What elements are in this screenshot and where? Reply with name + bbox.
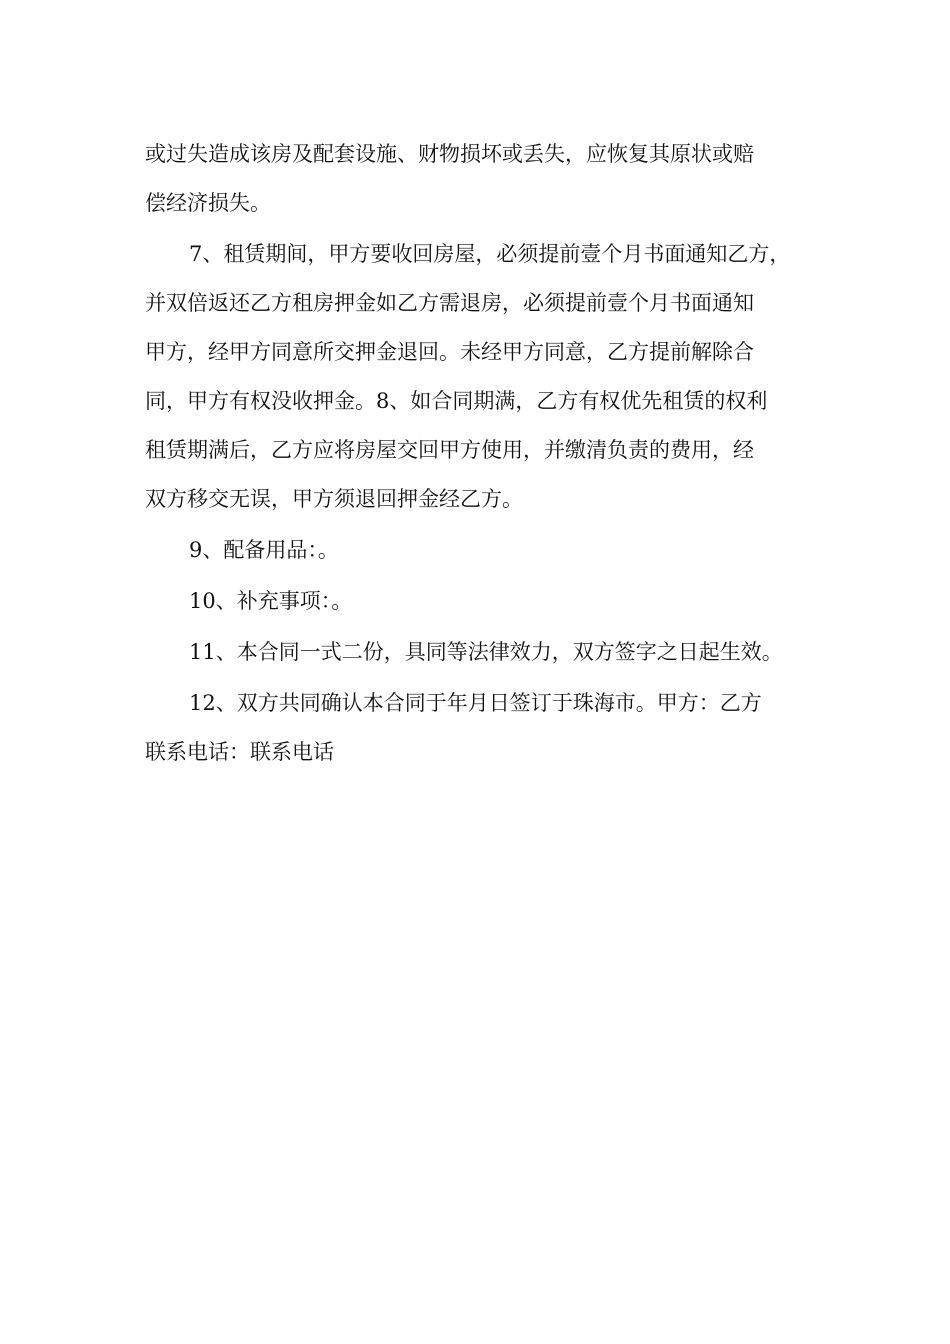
paragraph-clause-7-8: [145, 230, 810, 524]
text-line: 联系电话：联系电话: [145, 740, 334, 764]
text-line: 并双倍返还乙方租房押金如乙方需退房，必须提前壹个月书面通知: [145, 291, 754, 315]
paragraph-clause-11: [145, 628, 810, 677]
text-line: 租赁期满后，乙方应将房屋交回甲方使用，并缴清负责的费用，经: [145, 438, 754, 462]
paragraph-clause-9: [145, 526, 810, 575]
text-line: 双方移交无误，甲方须退回押金经乙方。: [145, 487, 523, 511]
text-line: 偿经济损失。: [145, 191, 271, 215]
paragraph-clause-10: [145, 577, 810, 626]
text-line: 7、租赁期间，甲方要收回房屋，必须提前壹个月书面通知乙方，: [189, 242, 791, 266]
text-line: 甲方，经甲方同意所交押金退回。未经甲方同意，乙方提前解除合: [145, 340, 754, 364]
text-line: 或过失造成该房及配套设施、财物损坏或丢失，应恢复其原状或赔: [145, 142, 754, 166]
paragraph-clause-12: [145, 679, 810, 777]
text-line: 12、双方共同确认本合同于年月日签订于珠海市。甲方：乙方: [189, 691, 762, 715]
document-body: [145, 130, 810, 777]
paragraph-damage-clause: [145, 130, 810, 228]
text-line: 9、配备用品：。: [189, 538, 339, 562]
text-line: 10、补充事项：。: [189, 589, 353, 613]
text-line: 11、本合同一式二份，具同等法律效力，双方签字之日起生效。: [189, 640, 783, 664]
text-line: 同，甲方有权没收押金。8、如合同期满，乙方有权优先租赁的权利: [145, 389, 768, 413]
